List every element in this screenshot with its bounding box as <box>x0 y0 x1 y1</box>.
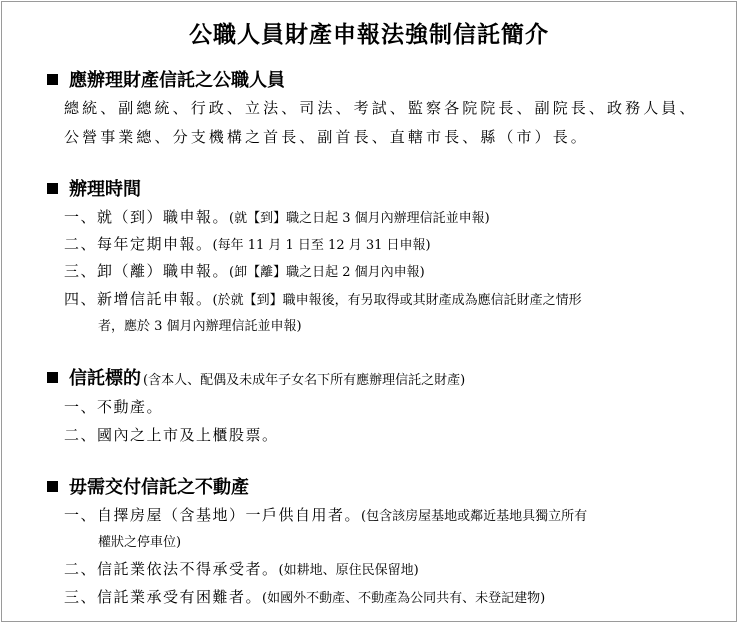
square-bullet-icon <box>47 183 58 194</box>
list-item: 一、不動產。 <box>64 398 164 416</box>
list-item: 二、每年定期申報。(每年 11 月 1 日至 12 月 31 日申報) <box>64 235 431 253</box>
list-item: 二、國內之上市及上櫃股票。 <box>64 426 279 444</box>
list-item-continuation: 者，應於 3 個月內辦理信託並申報) <box>98 319 302 334</box>
section-heading-text: 毋需交付信託之不動產 <box>69 477 249 498</box>
list-item: 二、信託業依法不得承受者。(如耕地、原住民保留地) <box>64 560 419 578</box>
list-item: 一、就（到）職申報。(就【到】職之日起 3 個月內辦理信託並申報) <box>64 208 490 226</box>
section-heading-trust-subject <box>47 364 465 390</box>
list-item: 一、自擇房屋（含基地）一戶供自用者。(包含該房屋基地或鄰近基地具獨立所有 <box>64 506 588 524</box>
section-heading-officials <box>47 66 285 92</box>
section-heading-timing <box>47 175 141 201</box>
page-title: 公職人員財產申報法強制信託簡介 <box>189 21 549 48</box>
section-heading-text: 信託標的 <box>69 368 141 389</box>
section-heading-exempt-property <box>47 473 249 499</box>
list-item-continuation: 權狀之停車位) <box>98 535 182 550</box>
officials-paragraph: 總統、副總統、行政、立法、司法、考試、監察各院院長、副院長、政務人員、公營事業總、分支機構之首長、副首長、直轄市長、縣（市）長。 <box>64 99 698 146</box>
document-page <box>1 1 737 622</box>
square-bullet-icon <box>47 74 58 85</box>
section-heading-text: 辦理時間 <box>69 179 141 200</box>
square-bullet-icon <box>47 372 58 383</box>
list-item: 三、信託業承受有困難者。(如國外不動產、不動產為公同共有、未登記建物) <box>64 588 546 606</box>
section-heading-text: 應辦理財產信託之公職人員 <box>69 70 285 91</box>
list-item: 四、新增信託申報。(於就【到】職申報後，有另取得或其財產成為應信託財產之情形 <box>64 290 582 308</box>
list-item: 三、卸（離）職申報。(卸【離】職之日起 2 個月內申報) <box>64 262 425 280</box>
section-heading-note: (含本人、配偶及未成年子女名下所有應辦理信託之財產) <box>143 373 466 388</box>
square-bullet-icon <box>47 481 58 492</box>
